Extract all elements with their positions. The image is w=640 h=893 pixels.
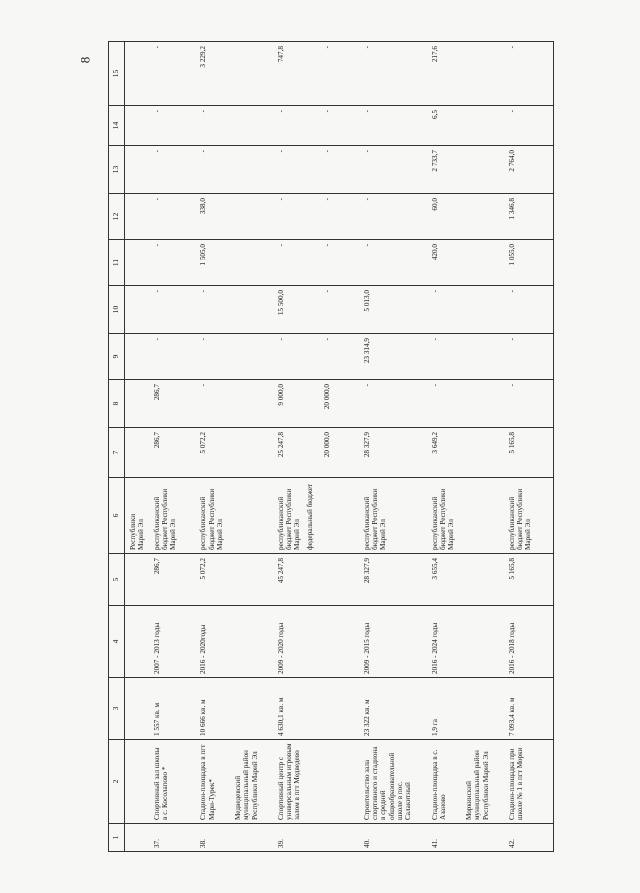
- amount-cell-c8: [273, 380, 359, 428]
- amount-value: -: [276, 338, 285, 341]
- amount-value: -: [199, 290, 208, 293]
- period-cell: [195, 606, 272, 678]
- amount-cell-c12: [427, 194, 504, 240]
- amount-value: -: [430, 290, 439, 293]
- amount-value: 5 072,2: [199, 432, 208, 454]
- funding-source-cell: [427, 478, 504, 554]
- amount-cell-c8: [195, 380, 272, 428]
- amount-cell-c13: [504, 146, 551, 194]
- period-cell: [359, 606, 427, 678]
- object-name: Спортивный центр с универсальным игровым залом в пгт Медведево: [276, 743, 302, 820]
- table-row: [427, 42, 504, 852]
- amount-cell-c15: [195, 42, 272, 106]
- amount-cell-c8: [359, 380, 427, 428]
- amount-value: -: [507, 110, 516, 113]
- district-heading: Медведевский муниципальный район Республики Марий Эл: [233, 750, 259, 820]
- total-cost-cell: [149, 554, 196, 606]
- amount-cell-c12: [195, 194, 272, 240]
- amount-value: 747,8: [276, 46, 285, 63]
- total-cost-cell: [195, 554, 272, 606]
- capacity-value: 23 322 кв. м: [362, 699, 371, 736]
- amount-cell-c14: [273, 106, 359, 146]
- amount-cell-c10: [195, 286, 272, 334]
- period-cell: [149, 606, 196, 678]
- table-row: [195, 42, 272, 852]
- amount-value: 28 327,9: [362, 432, 371, 458]
- funding-source-cell: [273, 478, 359, 554]
- table-row: [273, 42, 359, 852]
- amount-cell-c10: [504, 286, 551, 334]
- district-heading: Моркинский муниципальный район Республики Марий Эл: [465, 750, 490, 820]
- table-bottom: [551, 42, 554, 852]
- amount-cell-c14: [195, 106, 272, 146]
- amount-value: 9 000,0: [276, 384, 285, 406]
- amount-cell-c12: [359, 194, 427, 240]
- object-name: Стадион-площадка при школе № 1 в пгт Морки: [507, 747, 525, 820]
- amount-cell-c14: [427, 106, 504, 146]
- funding-source: федеральный бюджет: [305, 483, 314, 550]
- column-header: 5: [109, 554, 125, 606]
- amount-value: -: [276, 150, 285, 153]
- capacity-value: 10 666 кв. м: [199, 699, 208, 736]
- amount-value: -: [152, 150, 161, 153]
- funding-source: республиканский бюджет Республики Марий Эл: [199, 488, 224, 550]
- column-header: 1: [109, 824, 125, 852]
- amount-value: -: [322, 338, 331, 341]
- column-header: 12: [109, 194, 125, 240]
- amount-value: 338,0: [199, 198, 208, 215]
- period-value: 2016 - 2018 годы: [507, 622, 516, 674]
- amount-cell-c15: [273, 42, 359, 106]
- funding-source-cell: [149, 478, 196, 554]
- period-value: 2009 - 2020 годы: [276, 622, 285, 674]
- amount-cell-c13: [195, 146, 272, 194]
- period-value: 2009 - 2015 годы: [362, 622, 371, 674]
- continuation-row: [125, 42, 149, 852]
- row-number: 38.: [199, 839, 208, 848]
- amount-cell-c9: [195, 334, 272, 380]
- column-header: 4: [109, 606, 125, 678]
- amount-cell-c7: [195, 428, 272, 478]
- amount-value: 2 733,7: [430, 150, 439, 172]
- total-cost-value: 5 165,8: [507, 558, 516, 580]
- row-number: 37.: [152, 839, 161, 848]
- amount-value: -: [430, 384, 439, 387]
- total-cost-value: 3 655,4: [430, 558, 439, 580]
- row-number-cell: [149, 824, 196, 852]
- amount-value: -: [430, 338, 439, 341]
- amount-value: 1 505,0: [199, 244, 208, 266]
- column-header: 15: [109, 42, 125, 106]
- capacity-value: 1 557 кв. м: [152, 703, 161, 736]
- object-name-cell: [504, 740, 551, 824]
- amount-value: 3 649,2: [430, 432, 439, 454]
- amount-value: 15 500,0: [276, 290, 285, 316]
- column-header: 14: [109, 106, 125, 146]
- row-number: 42.: [507, 839, 516, 848]
- table-row: [149, 42, 196, 852]
- amount-cell-c10: [427, 286, 504, 334]
- amount-cell-c7: [504, 428, 551, 478]
- amount-cell-c10: [273, 286, 359, 334]
- amount-value: -: [152, 110, 161, 113]
- amount-value: -: [507, 338, 516, 341]
- amount-cell-c15: [359, 42, 427, 106]
- object-name: Спортивный зал школы в с. Косолапово *: [152, 747, 169, 820]
- row-number-cell: [273, 824, 359, 852]
- funding-source: республиканский бюджет Республики Марий Эл: [507, 488, 533, 550]
- amount-cell-c10: [359, 286, 427, 334]
- amount-cell-c7: [149, 428, 196, 478]
- amount-value: -: [322, 244, 331, 247]
- continuation-line: Марий Эл: [137, 519, 146, 550]
- amount-cell-c9: [359, 334, 427, 380]
- column-header: 8: [109, 380, 125, 428]
- object-name: Строительство зала спортивного и стадиона в средней общеобразовательной школе в пос. Салакитный: [362, 746, 413, 820]
- total-cost-cell: [504, 554, 551, 606]
- document-sheet: [108, 22, 640, 852]
- amount-value: 1 346,8: [507, 198, 516, 220]
- period-cell: [427, 606, 504, 678]
- capacity-value: 4 630,1 кв. м: [276, 697, 285, 736]
- amount-value: -: [322, 46, 331, 49]
- object-name: Стадион-площадка в пгт Мари-Турек*: [199, 744, 216, 820]
- amount-cell-c15: [504, 42, 551, 106]
- amount-value: -: [322, 110, 331, 113]
- amount-value: 23 314,9: [362, 338, 371, 364]
- amount-cell-c11: [273, 240, 359, 286]
- amount-value: 286,7: [152, 432, 161, 449]
- row-number-cell: [359, 824, 427, 852]
- total-cost-value: 28 327,9: [362, 558, 371, 584]
- total-cost-value: 45 247,8: [276, 558, 285, 584]
- funding-source: республиканский бюджет Республики Марий Эл: [362, 488, 388, 550]
- amount-cell-c12: [273, 194, 359, 240]
- amount-value: -: [507, 290, 516, 293]
- funding-source: республиканский бюджет Республики Марий Эл: [276, 488, 302, 550]
- amount-cell-c15: [427, 42, 504, 106]
- row-number: 40.: [362, 839, 371, 848]
- amount-value: -: [362, 244, 371, 247]
- amount-cell-c14: [504, 106, 551, 146]
- table-row: [504, 42, 551, 852]
- amount-value: -: [322, 198, 331, 201]
- funding-source-cell: [195, 478, 272, 554]
- table-row: [359, 42, 427, 852]
- amount-cell-c9: [504, 334, 551, 380]
- amount-cell-c11: [504, 240, 551, 286]
- amount-value: -: [276, 110, 285, 113]
- object-name-cell: [195, 740, 272, 824]
- amount-cell-c7: [427, 428, 504, 478]
- object-name-cell: [359, 740, 427, 824]
- amount-value: -: [507, 46, 516, 49]
- amount-value: -: [199, 384, 208, 387]
- amount-value: -: [199, 150, 208, 153]
- amount-value: 60,0: [430, 198, 439, 211]
- object-name-cell: [427, 740, 504, 824]
- amount-cell-c9: [273, 334, 359, 380]
- amount-value: 420,0: [430, 244, 439, 261]
- period-value: 2016 - 2024 годы: [430, 622, 439, 674]
- column-header: 10: [109, 286, 125, 334]
- total-cost-cell: [427, 554, 504, 606]
- amount-cell-c8: [427, 380, 504, 428]
- column-header: 11: [109, 240, 125, 286]
- row-number: 41.: [430, 839, 439, 848]
- column-header: 6: [109, 478, 125, 554]
- total-cost-value: 286,7: [152, 558, 161, 575]
- amount-value: -: [276, 198, 285, 201]
- amount-value: -: [322, 290, 331, 293]
- amount-value: 25 247,8: [276, 432, 285, 458]
- row-number-cell: [427, 824, 504, 852]
- amount-value: -: [152, 46, 161, 49]
- period-value: 2007 - 2013 годы: [152, 622, 161, 674]
- amount-value: -: [362, 46, 371, 49]
- amount-value: 5 165,8: [507, 432, 516, 454]
- amount-value: 6,5: [430, 110, 439, 119]
- amount-value: -: [362, 110, 371, 113]
- amount-cell-c11: [427, 240, 504, 286]
- page-number: 8: [77, 56, 93, 64]
- amount-cell-c11: [195, 240, 272, 286]
- amount-cell-c14: [149, 106, 196, 146]
- amount-value: -: [152, 198, 161, 201]
- amount-cell-c11: [149, 240, 196, 286]
- amount-cell-c15: [149, 42, 196, 106]
- total-cost-cell: [359, 554, 427, 606]
- amount-cell-c13: [149, 146, 196, 194]
- program-table: [108, 41, 554, 852]
- amount-cell-c7: [273, 428, 359, 478]
- amount-value: 20 000,0: [322, 384, 331, 410]
- amount-cell-c14: [359, 106, 427, 146]
- amount-value: -: [507, 384, 516, 387]
- object-name: Стадион-площадка в с. Азаново: [430, 749, 447, 820]
- column-header: 3: [109, 678, 125, 740]
- capacity-cell: [149, 678, 196, 740]
- amount-cell-c13: [359, 146, 427, 194]
- amount-cell-c9: [149, 334, 196, 380]
- amount-value: 20 000,0: [322, 432, 331, 458]
- amount-cell-c13: [427, 146, 504, 194]
- amount-cell-c9: [427, 334, 504, 380]
- total-cost-value: 5 072,2: [199, 558, 208, 580]
- funding-source-cell: [359, 478, 427, 554]
- capacity-cell: [504, 678, 551, 740]
- total-cost-cell: [273, 554, 359, 606]
- amount-value: -: [362, 150, 371, 153]
- amount-value: -: [362, 198, 371, 201]
- amount-cell-c12: [149, 194, 196, 240]
- row-number: 39.: [276, 839, 285, 848]
- continuation-cell: [125, 478, 149, 554]
- amount-cell-c7: [359, 428, 427, 478]
- header-row: [109, 42, 125, 852]
- amount-value: 2 764,0: [507, 150, 516, 172]
- amount-value: -: [152, 244, 161, 247]
- amount-cell-c11: [359, 240, 427, 286]
- amount-cell-c13: [273, 146, 359, 194]
- amount-value: 217,6: [430, 46, 439, 63]
- capacity-value: 1,9 га: [430, 719, 439, 736]
- column-header: 2: [109, 740, 125, 824]
- column-header: 13: [109, 146, 125, 194]
- funding-source-cell: [504, 478, 551, 554]
- amount-cell-c12: [504, 194, 551, 240]
- period-cell: [504, 606, 551, 678]
- amount-value: 1 055,0: [507, 244, 516, 266]
- continuation-line: Республики: [129, 513, 137, 550]
- capacity-cell: [427, 678, 504, 740]
- column-header: 7: [109, 428, 125, 478]
- funding-source: республиканский бюджет Республики Марий Эл: [430, 488, 456, 550]
- amount-value: -: [322, 150, 331, 153]
- amount-value: 3 229,2: [199, 46, 208, 68]
- amount-value: -: [199, 338, 208, 341]
- object-name-cell: [273, 740, 359, 824]
- amount-cell-c10: [149, 286, 196, 334]
- amount-value: -: [152, 290, 161, 293]
- amount-value: 286,7: [152, 384, 161, 401]
- amount-value: -: [276, 244, 285, 247]
- capacity-value: 7 093,4 кв. м: [507, 697, 516, 736]
- period-value: 2016 - 2020годы: [199, 624, 208, 674]
- amount-cell-c8: [149, 380, 196, 428]
- amount-value: 5 013,0: [362, 290, 371, 312]
- amount-cell-c8: [504, 380, 551, 428]
- amount-value: -: [362, 384, 371, 387]
- capacity-cell: [359, 678, 427, 740]
- funding-source: республиканский бюджет Республики Марий Эл: [152, 488, 178, 550]
- row-number-cell: [504, 824, 551, 852]
- period-cell: [273, 606, 359, 678]
- row-number-cell: [195, 824, 272, 852]
- column-header: 9: [109, 334, 125, 380]
- amount-value: -: [152, 338, 161, 341]
- object-name-cell: [149, 740, 196, 824]
- capacity-cell: [195, 678, 272, 740]
- amount-value: -: [199, 110, 208, 113]
- capacity-cell: [273, 678, 359, 740]
